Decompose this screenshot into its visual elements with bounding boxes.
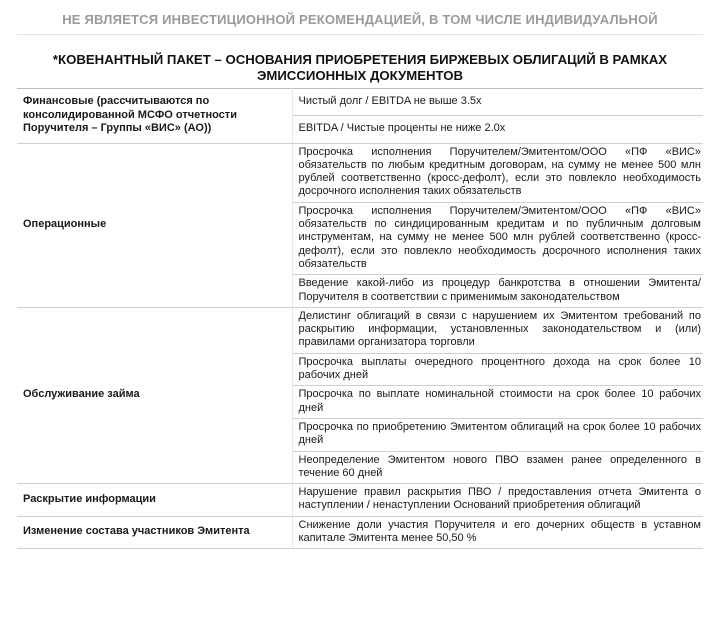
covenant-item: Введение какой-либо из процедур банкротства в отношении Эмитента/Поручителя в соответствии с применимым законодательством xyxy=(292,275,703,308)
table-row xyxy=(17,516,703,549)
covenant-item: Чистый долг / EBITDA не выше 3.5х xyxy=(292,89,703,116)
covenant-item: Просрочка по приобретению Эмитентом облигаций на срок более 10 рабочих дней xyxy=(292,418,703,451)
covenant-table xyxy=(17,88,703,549)
covenant-item: Просрочка исполнения Поручителем/Эмитентом/ООО «ПФ «ВИС» обязательств по любым кредитным договорам, на сумму не менее 500 млн рублей соответственно (кросс-дефолт), если это повлекло необходимость досрочного исполнения таких обязательств xyxy=(292,143,703,202)
covenant-item: Снижение доли участия Поручителя и его дочерних обществ в уставном капитале Эмитента менее 50,50 % xyxy=(292,516,703,549)
divider xyxy=(17,34,703,35)
disclaimer-banner: НЕ ЯВЛЯЕТСЯ ИНВЕСТИЦИОННОЙ РЕКОМЕНДАЦИЕЙ, В ТОМ ЧИСЛЕ ИНДИВИДУАЛЬНОЙ xyxy=(62,12,658,27)
table-row xyxy=(17,307,703,353)
table-row xyxy=(17,143,703,202)
covenant-item: Просрочка по выплате номинальной стоимости на срок более 10 рабочих дней xyxy=(292,386,703,419)
covenant-item: Делистинг облигаций в связи с нарушением их Эмитентом требований по раскрытию информации, установленных законодательством и (или) правилами организатора торговли xyxy=(292,307,703,353)
table-row xyxy=(17,484,703,517)
category-financial: Финансовые (рассчитываются по консолидированной МСФО отчетности Поручителя – Группы «ВИС» (АО)) xyxy=(17,89,292,144)
covenant-item: Нарушение правил раскрытия ПВО / предоставления отчета Эмитента о наступлении / ненаступлении Оснований приобретения облигаций xyxy=(292,484,703,517)
covenant-item: Неопределение Эмитентом нового ПВО взамен ранее определенного в течение 60 дней xyxy=(292,451,703,484)
table-row xyxy=(17,89,703,116)
category-operational: Операционные xyxy=(17,143,292,307)
category-servicing: Обслуживание займа xyxy=(17,307,292,483)
document-title: *КОВЕНАНТНЫЙ ПАКЕТ – ОСНОВАНИЯ ПРИОБРЕТЕНИЯ БИРЖЕВЫХ ОБЛИГАЦИЙ В РАМКАХ ЭМИССИОННЫХ ДОКУМЕНТОВ xyxy=(52,52,668,83)
covenant-item: EBITDA / Чистые проценты не ниже 2.0х xyxy=(292,116,703,143)
category-ownership: Изменение состава участников Эмитента xyxy=(17,516,292,549)
covenant-item: Просрочка исполнения Поручителем/Эмитентом/ООО «ПФ «ВИС» обязательств по синдицированным кредитам и по публичным долговым инструментам, на сумму не менее 500 млн рублей соответственно (кросс-дефолт), если это повлекло необходимость досрочного исполнения таких обязательств xyxy=(292,202,703,274)
covenant-item: Просрочка выплаты очередного процентного дохода на срок более 10 рабочих дней xyxy=(292,353,703,386)
category-disclosure: Раскрытие информации xyxy=(17,484,292,517)
